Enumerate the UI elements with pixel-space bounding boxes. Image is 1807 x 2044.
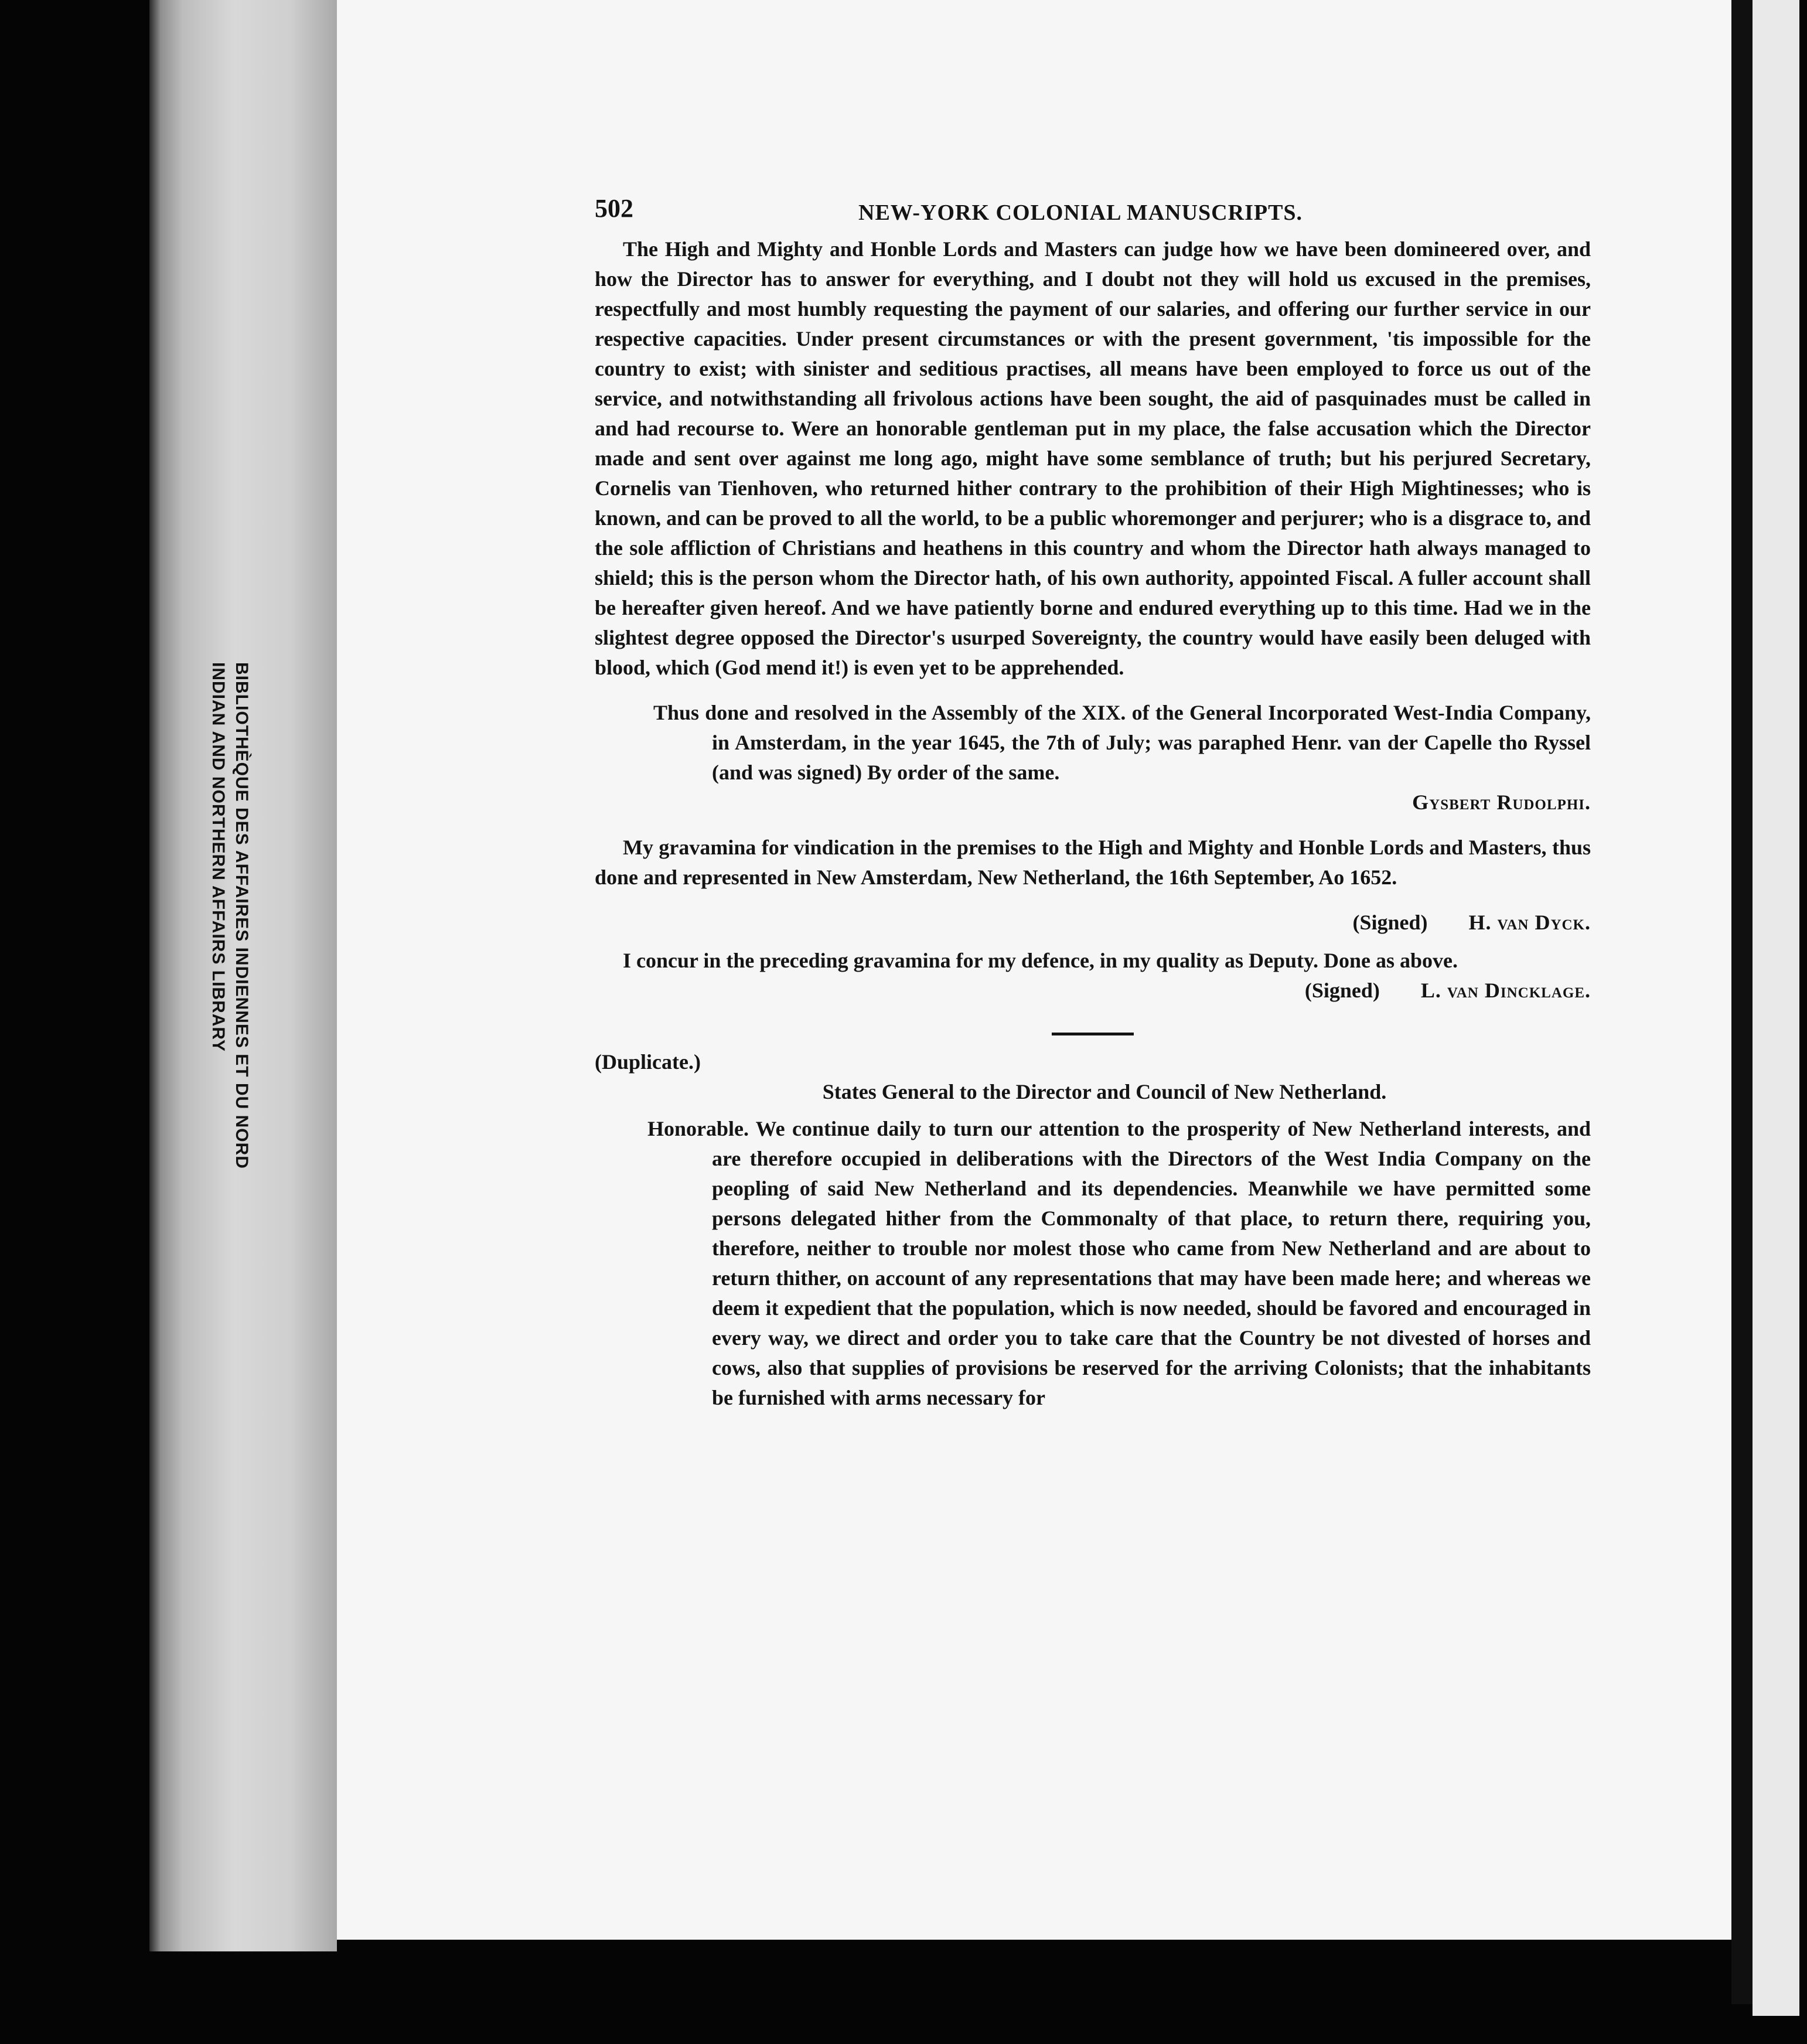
library-stamp <box>206 662 253 1169</box>
page-header <box>595 193 1591 234</box>
library-stamp-line-1: BIBLIOTHÈQUE DES AFFAIRES INDIENNES ET DU NORD <box>232 662 251 1169</box>
paragraph-resolution: Thus done and resolved in the Assembly of the XIX. of the General Incorporated West-India Company, in Amsterdam, in the year 1645, the 7th of July; was paraphed Henr. van der Capelle tho Ryssel (and was signed) By order of the same. <box>653 701 1591 784</box>
signer-van-dincklage: L. van Dincklage. <box>1420 979 1591 1002</box>
page-content <box>595 193 1591 1413</box>
paragraph-concurrence: I concur in the preceding gravamina for my defence, in my quality as Deputy. Done as above. <box>623 949 1458 972</box>
signature-van-dyck <box>595 908 1591 938</box>
paragraph-gravamina: My gravamina for vindication in the premises to the High and Mighty and Honble Lords and Masters, thus done and represented in New Amsterdam, New Netherland, the 16th September, Ao 1652. <box>595 836 1591 889</box>
page-number: 502 <box>595 194 633 223</box>
running-head: NEW-YORK COLONIAL MANUSCRIPTS. <box>858 200 1303 225</box>
signer-van-dyck: H. van Dyck. <box>1468 911 1591 934</box>
letter-title: States General to the Director and Council of New Netherland. <box>822 1080 1387 1103</box>
paragraph-complaint: The High and Mighty and Honble Lords and Masters can judge how we have been domineered over, and how the Director has to answer for everything, and I doubt not they will hold us excused in the premises, respectfully and most humbly requesting the payment of our salaries, and offering our further service in our respective capacities. Under present circumstances or with the present government, 'tis impossible for the country to exist; with sinister and seditious practises, all means have been employed to force us out of the service, and notwithstanding all frivolous actions have been sought, the aid of pasquinades must be called in and had recourse to. Were an honorable gentleman put in my place, the false accusation which the Director made and sent over against me long ago, might have some semblance of truth; but his perjured Secretary, Cornelis van Tienhoven, who returned hither contrary to the prohibition of their High Mightinesses; who is known, and can be proved to all the world, to be a public whoremonger and perjurer; who is a disgrace to, and the sole affliction of Christians and heathens in this country and whom the Director hath always managed to shield; this is the person whom the Director hath, of his own authority, appointed Fiscal. A fuller account shall be hereafter given hereof. And we have patiently borne and endured everything up to this time. Had we in the slightest degree opposed the Director's usurped Sovereignty, the country would have easily been deluged with blood, which (God mend it!) is even yet to be apprehended. <box>595 237 1591 679</box>
signed-label: (Signed) <box>1352 911 1428 934</box>
library-stamp-line-2: INDIAN AND NORTHERN AFFAIRS LIBRARY <box>209 662 228 1052</box>
duplicate-label: (Duplicate.) <box>595 1050 701 1074</box>
page-gutter-shadow <box>1731 0 1753 2004</box>
letter-body: Honorable. We continue daily to turn our attention to the prosperity of New Netherland interests, and are therefore occupied in deliberations with the Directors of the West India Company on the peopling of said New Netherland and its dependencies. Meanwhile we have permitted some persons delegated hither from the Commonalty of that place, to return there, requiring you, therefore, neither to trouble nor molest those who came from New Netherland and are about to return thither, on account of any representations that may have been made here; and whereas we deem it expedient that the population, which is now needed, should be favored and encouraged in every way, we direct and order you to take care that the Country be not divested of horses and cows, also that supplies of provisions be reserved for the arriving Colonists; that the inhabitants be furnished with arms necessary for <box>647 1117 1591 1409</box>
facing-page-edge <box>1753 0 1799 2016</box>
signed-label: (Signed) <box>1304 979 1380 1002</box>
section-divider <box>1052 1033 1134 1035</box>
scan-border <box>1799 0 1807 2044</box>
signature-van-dincklage <box>595 976 1591 1006</box>
signature-rudolphi: Gysbert Rudolphi. <box>1412 791 1591 814</box>
